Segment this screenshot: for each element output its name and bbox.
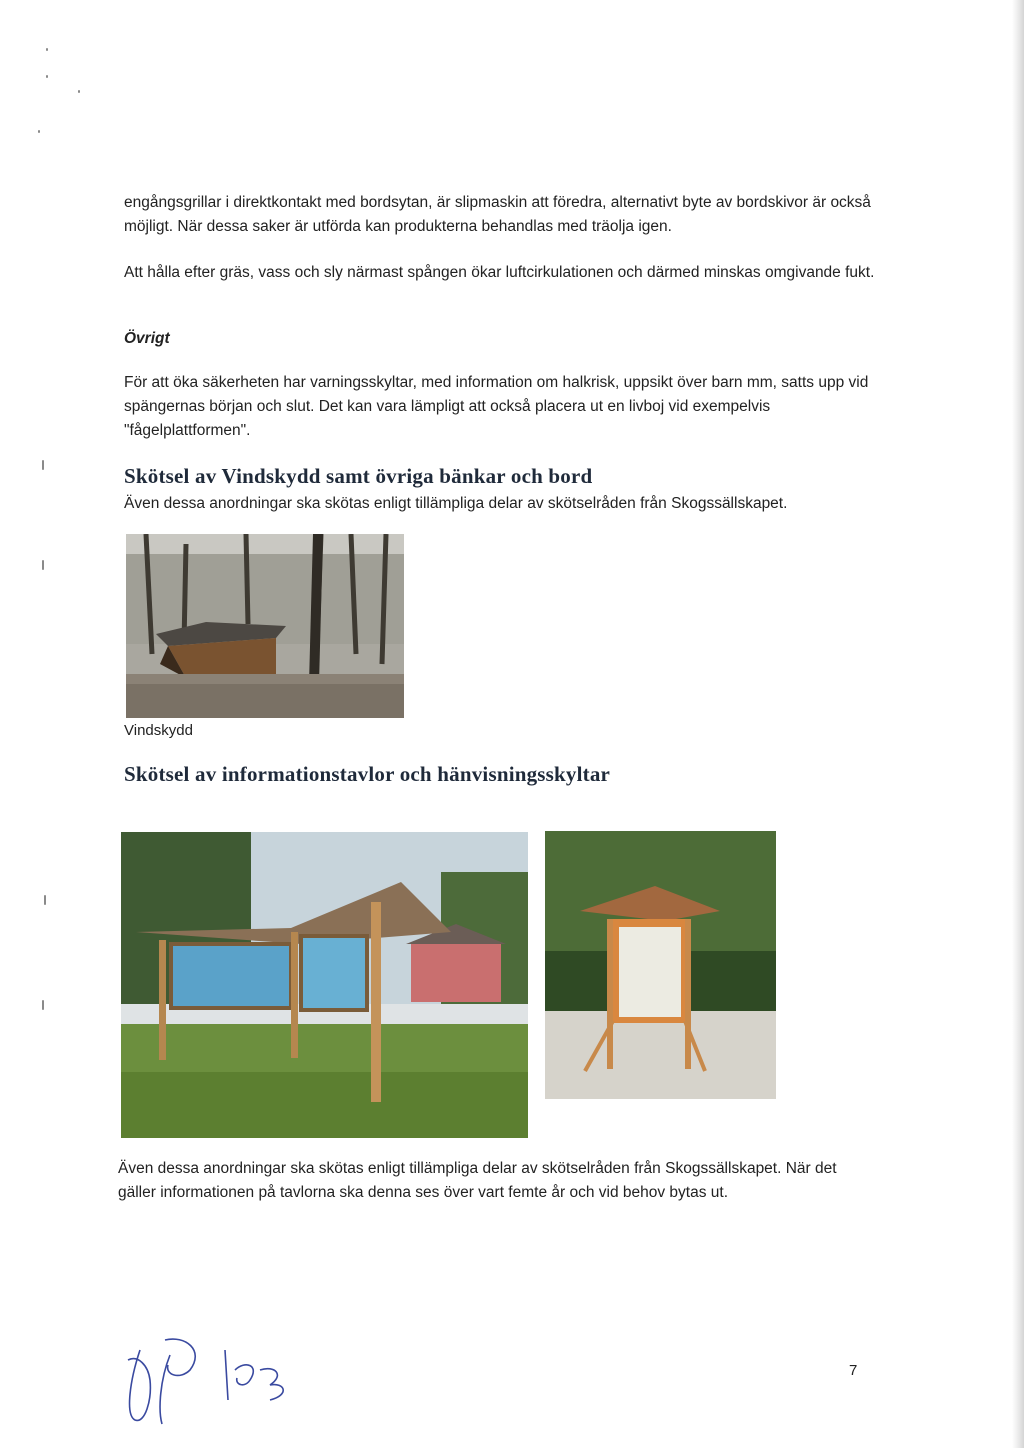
paragraph-text: Även dessa anordningar ska skötas enligt tillämpliga delar av skötselråden från Skogssällskapet. När det gäller informationen på tavlorna ska denna ses över vart femte år och vid behov bytas ut.: [118, 1160, 837, 1201]
paragraph-grill-maintenance: [124, 191, 884, 239]
paragraph-informationstavlor: [118, 1157, 878, 1205]
paragraph-text: För att öka säkerheten har varningsskyltar, med information om halkrisk, uppsikt över barn mm, satts upp vid spängernas början och slut. Det kan vara lämpligt att också placera ut en livboj vid exempelvis "fågelplattformen".: [124, 374, 869, 439]
photo-wind-shelter: [126, 534, 404, 718]
section-heading-informationstavlor: Skötsel av informationstavlor och hänvisningsskyltar: [124, 762, 611, 786]
scan-speck: [42, 1000, 44, 1010]
scan-speck: [46, 48, 48, 51]
scan-speck: [42, 560, 44, 570]
paragraph-vindskydd: [124, 492, 884, 516]
scan-speck: [46, 75, 48, 78]
photo-information-boards: [121, 832, 528, 1138]
photo-signboard: [545, 831, 776, 1099]
page-number: 7: [849, 1362, 858, 1379]
photo-caption-vindskydd: Vindskydd: [124, 722, 193, 739]
handwritten-signature: [110, 1320, 300, 1430]
page-edge-shadow: [1012, 0, 1024, 1448]
paragraph-text: Att hålla efter gräs, vass och sly närmast spången ökar luftcirkulationen och därmed minskas omgivande fukt.: [124, 264, 875, 281]
section-heading-vindskydd: Skötsel av Vindskydd samt övriga bänkar och bord: [124, 464, 593, 488]
paragraph-text: Även dessa anordningar ska skötas enligt tillämpliga delar av skötselråden från Skogssällskapet.: [124, 495, 788, 512]
scan-speck: [42, 460, 44, 470]
paragraph-vegetation: [124, 261, 884, 285]
paragraph-warning-signs: [124, 371, 884, 443]
scan-speck: [44, 895, 46, 905]
paragraph-text: engångsgrillar i direktkontakt med bordsytan, är slipmaskin att föredra, alternativt byte av bordskivor är också möjligt. När dessa saker är utförda kan produkterna behandlas med träolja igen.: [124, 194, 871, 235]
scan-speck: [78, 90, 80, 93]
scan-speck: [38, 130, 40, 133]
subheading-ovrigt: Övrigt: [124, 330, 170, 347]
